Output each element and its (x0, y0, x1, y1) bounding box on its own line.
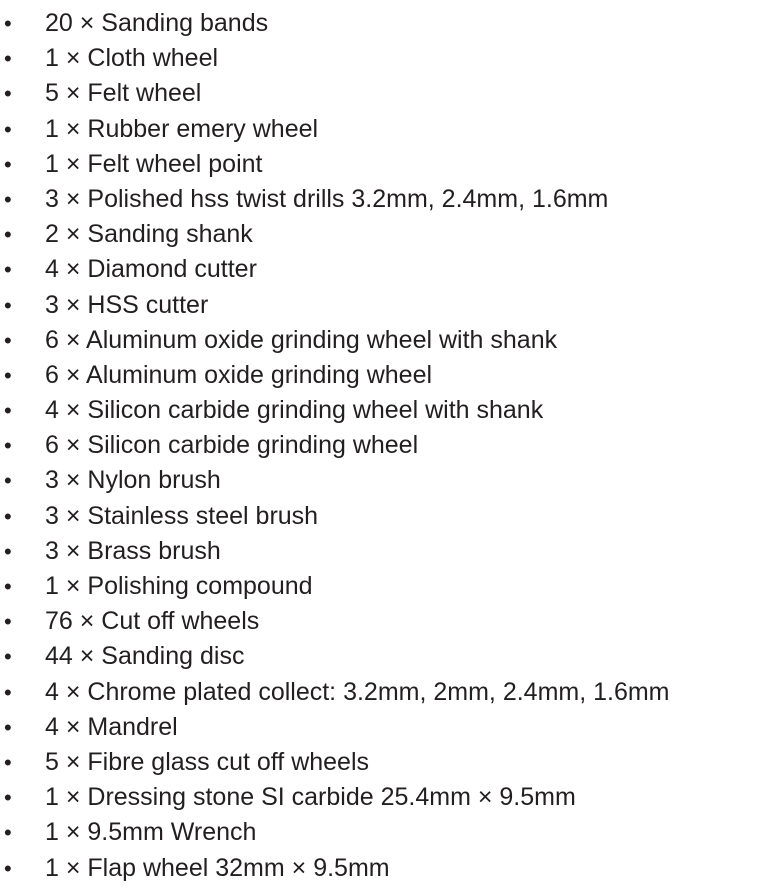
list-item (0, 147, 772, 182)
list-item-text: 1 × Cloth wheel (45, 44, 219, 73)
bullet-icon: • (4, 81, 12, 107)
bullet-icon: • (4, 327, 12, 353)
list-item-text: 3 × Brass brush (45, 536, 221, 565)
bullet-icon: • (4, 116, 12, 142)
bullet-icon: • (4, 292, 12, 318)
list-item (0, 463, 772, 498)
bullet-icon: • (4, 820, 12, 846)
list-item-text: 6 × Silicon carbide grinding wheel (45, 431, 419, 460)
list-item (0, 569, 772, 604)
bullet-icon: • (4, 151, 12, 177)
list-item-text: 4 × Mandrel (45, 712, 178, 741)
list-item (0, 604, 772, 639)
list-item (0, 288, 772, 323)
list-item (0, 428, 772, 463)
bullet-icon: • (4, 257, 12, 283)
bullet-icon: • (4, 749, 12, 775)
bullet-icon: • (4, 503, 12, 529)
list-item-text: 4 × Diamond cutter (45, 255, 257, 284)
bullet-icon: • (4, 362, 12, 388)
bullet-icon: • (4, 222, 12, 248)
bullet-icon: • (4, 433, 12, 459)
list-item-text: 3 × Stainless steel brush (45, 501, 319, 530)
bullet-icon: • (4, 609, 12, 635)
bullet-icon: • (4, 11, 12, 36)
list-item (0, 76, 772, 111)
list-item-text: 1 × Felt wheel point (45, 149, 263, 178)
list-item (0, 675, 772, 710)
list-item-text: 3 × Polished hss twist drills 3.2mm, 2.4mm, 1.6mm (45, 184, 609, 213)
list-item-text: 44 × Sanding disc (45, 642, 245, 671)
package-contents-list (0, 6, 772, 886)
list-item (0, 393, 772, 428)
bullet-icon: • (4, 644, 12, 670)
list-item-text: 1 × Dressing stone SI carbide 25.4mm × 9.5mm (45, 783, 576, 812)
bullet-icon: • (4, 785, 12, 811)
list-item (0, 182, 772, 217)
bullet-icon: • (4, 538, 12, 564)
bullet-icon: • (4, 855, 12, 881)
list-item-text: 1 × 9.5mm Wrench (45, 818, 257, 847)
list-item (0, 639, 772, 674)
list-item (0, 534, 772, 569)
list-item (0, 710, 772, 745)
list-item-text: 20 × Sanding bands (45, 9, 269, 37)
list-item (0, 358, 772, 393)
list-item-text: 5 × Fibre glass cut off wheels (45, 747, 370, 776)
bullet-icon: • (4, 679, 12, 705)
list-item (0, 499, 772, 534)
list-item (0, 217, 772, 252)
list-item-text: 4 × Chrome plated collect: 3.2mm, 2mm, 2.4mm, 1.6mm (45, 677, 670, 706)
bullet-icon: • (4, 574, 12, 599)
list-item (0, 252, 772, 287)
list-item (0, 780, 772, 815)
list-item-text: 1 × Flap wheel 32mm × 9.5mm (45, 853, 390, 882)
list-item (0, 815, 772, 850)
bullet-icon: • (4, 714, 12, 740)
list-item (0, 323, 772, 358)
bullet-icon: • (4, 46, 12, 72)
bullet-icon: • (4, 468, 12, 494)
list-item-text: 3 × Nylon brush (45, 466, 221, 495)
list-item (0, 745, 772, 780)
list-item-text: 5 × Felt wheel (45, 79, 202, 108)
list-item (0, 41, 772, 76)
list-item (0, 6, 772, 41)
list-item-text: 1 × Polishing compound (45, 572, 313, 600)
bullet-icon: • (4, 186, 12, 212)
list-item-text: 2 × Sanding shank (45, 220, 253, 249)
list-item-text: 6 × Aluminum oxide grinding wheel (45, 360, 433, 389)
list-item-text: 3 × HSS cutter (45, 290, 209, 319)
list-item-text: 76 × Cut off wheels (45, 607, 260, 636)
list-item-text: 1 × Rubber emery wheel (45, 114, 319, 143)
list-item-text: 4 × Silicon carbide grinding wheel with shank (45, 396, 544, 425)
list-item-text: 6 × Aluminum oxide grinding wheel with shank (45, 325, 558, 354)
bullet-icon: • (4, 398, 12, 424)
list-item (0, 851, 772, 886)
list-item (0, 112, 772, 147)
